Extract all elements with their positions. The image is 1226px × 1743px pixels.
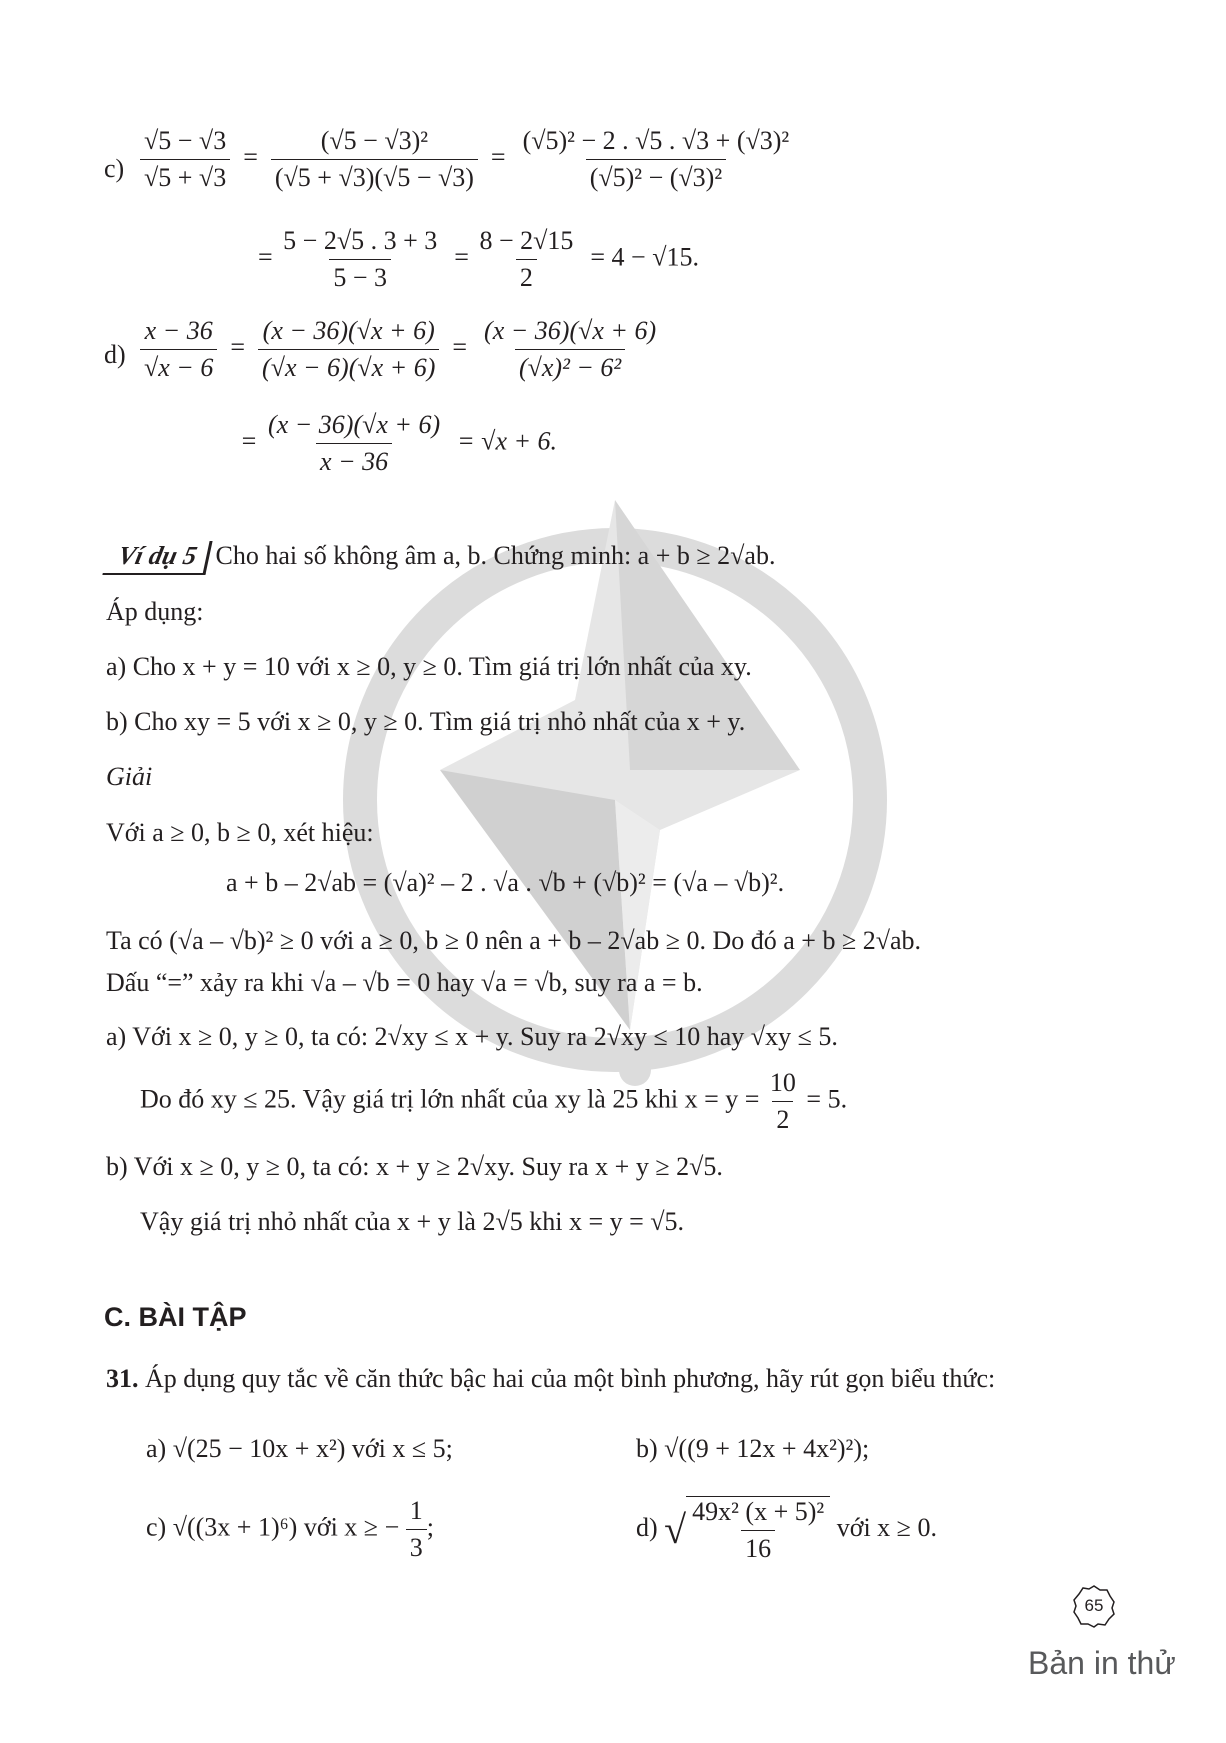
fraction-numerator: 5 − 2√5 . 3 + 3: [283, 226, 438, 255]
part-c-line1: $\frac{√5 - √3}{√5 + √3}$ = $\frac{\text{(√5 − √3)²}}{(√5 + √3)(√5 - √3)}$ = $\frac{\text{(√5)² − 2 . √5 . √3 + (√3)²}}{\text{(√5)² − (√3)²}}$: [140, 126, 793, 193]
example-statement: Cho hai số không âm a, b. Chứng minh: a + b ≥ 2√ab.: [215, 541, 776, 570]
fraction-denominator: (√x)² − 6²: [515, 349, 625, 383]
exercise-text: d): [636, 1512, 658, 1542]
fraction-denominator: 2: [772, 1101, 793, 1135]
solution-line-1: Với a ≥ 0, b ≥ 0, xét hiệu:: [106, 818, 374, 847]
solution-text: Do đó xy ≤ 25. Vậy giá trị lớn nhất của xy là 25 khi x = y =: [140, 1084, 760, 1114]
fraction-denominator: 16: [741, 1530, 775, 1564]
exercise-31-c: [146, 1496, 434, 1563]
fraction-numerator: x − 36: [144, 316, 213, 345]
part-c-label: c): [104, 154, 125, 183]
solution-label: Giải: [106, 762, 153, 791]
fraction-numerator: (x − 36)(√x + 6): [262, 316, 435, 345]
fraction-denominator: (√5)² − (√3)²: [586, 159, 726, 193]
part-d-line1: $\frac{x - 36}{√x - 6}$ = $\frac{(x - 36)(√x + 6)}{(√x - 6)(√x + 6)}$ = $\frac{(x - 36)(√x + 6)}{\text{(√x)² − 6²}}$: [140, 316, 660, 383]
solution-line-2: a + b – 2√ab = (√a)² – 2 . √a . √b + (√b)² = (√a – √b)².: [226, 868, 785, 897]
apply-label: Áp dụng:: [106, 597, 204, 626]
example-5-heading: [106, 541, 775, 575]
solution-line-8: Vậy giá trị nhỏ nhất của x + y là 2√5 khi x = y = √5.: [140, 1207, 685, 1236]
fraction-numerator: 49x² (x + 5)²: [692, 1497, 825, 1526]
fraction-denominator: √5 + √3: [140, 159, 230, 193]
exercise-31: [106, 1364, 995, 1394]
exercise-text: Áp dụng quy tắc về căn thức bậc hai của một bình phương, hãy rút gọn biểu thức:: [145, 1364, 996, 1393]
part-d-label: d): [104, 340, 126, 369]
solution-line-5: a) Với x ≥ 0, y ≥ 0, ta có: 2√xy ≤ x + y. Suy ra 2√xy ≤ 10 hay √xy ≤ 5.: [106, 1022, 838, 1051]
page-number: 65: [1084, 1596, 1104, 1615]
fraction-denominator: √x − 6: [140, 349, 217, 383]
fraction-denominator: 3: [406, 1529, 427, 1563]
fraction-denominator: (√5 + √3)(√5 − √3): [271, 159, 478, 193]
fraction-numerator: √5 − √3: [144, 126, 227, 155]
solution-line-4: Dấu “=” xảy ra khi √a – √b = 0 hay √a = √b, suy ra a = b.: [106, 968, 703, 997]
fraction-numerator: 8 − 2√15: [479, 226, 574, 255]
fraction-numerator: 1: [409, 1496, 423, 1525]
fraction-numerator: (√5 − √3)²: [320, 126, 429, 155]
fraction-denominator: x − 36: [316, 443, 392, 477]
equation-tail: = √x + 6.: [457, 426, 558, 456]
solution-line-7: b) Với x ≥ 0, y ≥ 0, ta có: x + y ≥ 2√xy. Suy ra x + y ≥ 2√5.: [106, 1152, 723, 1181]
equation-tail: = 4 − √15.: [590, 242, 699, 272]
exercise-number: 31.: [106, 1364, 139, 1393]
fraction-denominator: (√x − 6)(√x + 6): [258, 349, 439, 383]
fraction-numerator: (x − 36)(√x + 6): [268, 410, 441, 439]
task-b: b) Cho xy = 5 với x ≥ 0, y ≥ 0. Tìm giá trị nhỏ nhất của x + y.: [106, 707, 746, 736]
fraction-numerator: 10: [769, 1068, 796, 1097]
fraction-numerator: (√5)² − 2 . √5 . √3 + (√3)²: [522, 126, 790, 155]
exercise-text: c) √((3x + 1)⁶) với x ≥ −: [146, 1512, 400, 1542]
task-a: a) Cho x + y = 10 với x ≥ 0, y ≥ 0. Tìm giá trị lớn nhất của xy.: [106, 652, 752, 681]
solution-text: = 5.: [806, 1084, 848, 1114]
fraction-numerator: (x − 36)(√x + 6): [484, 316, 657, 345]
part-c-line2: = $\frac{5 - 2√5 . 3 + 3}{5 - 3}$ = $\frac{8 - 2√15}{2}$ = 4 − √15.: [258, 226, 699, 292]
fraction-denominator: 5 − 3: [329, 259, 391, 293]
radical-icon: √: [664, 1506, 687, 1552]
exercise-text: với x ≥ 0.: [836, 1512, 937, 1542]
exercise-text: ;: [426, 1512, 434, 1542]
part-d-line2: = $\frac{(x - 36)(√x + 6)}{x - 36}$ = √x + 6.: [240, 410, 558, 476]
footer-proof-label: Bản in thử: [1028, 1645, 1176, 1681]
example-tag: Ví dụ 5: [102, 541, 212, 575]
solution-line-6: [140, 1068, 847, 1135]
fraction-denominator: 2: [516, 259, 537, 293]
solution-line-3: Ta có (√a – √b)² ≥ 0 với a ≥ 0, b ≥ 0 nên a + b – 2√ab ≥ 0. Do đó a + b ≥ 2√ab.: [106, 926, 922, 955]
exercise-31-d: [636, 1496, 937, 1564]
exercise-31-a: a) √(25 − 10x + x²) với x ≤ 5;: [146, 1434, 453, 1463]
section-heading: C. BÀI TẬP: [104, 1302, 247, 1332]
exercise-31-b: b) √((9 + 12x + 4x²)²);: [636, 1434, 870, 1463]
